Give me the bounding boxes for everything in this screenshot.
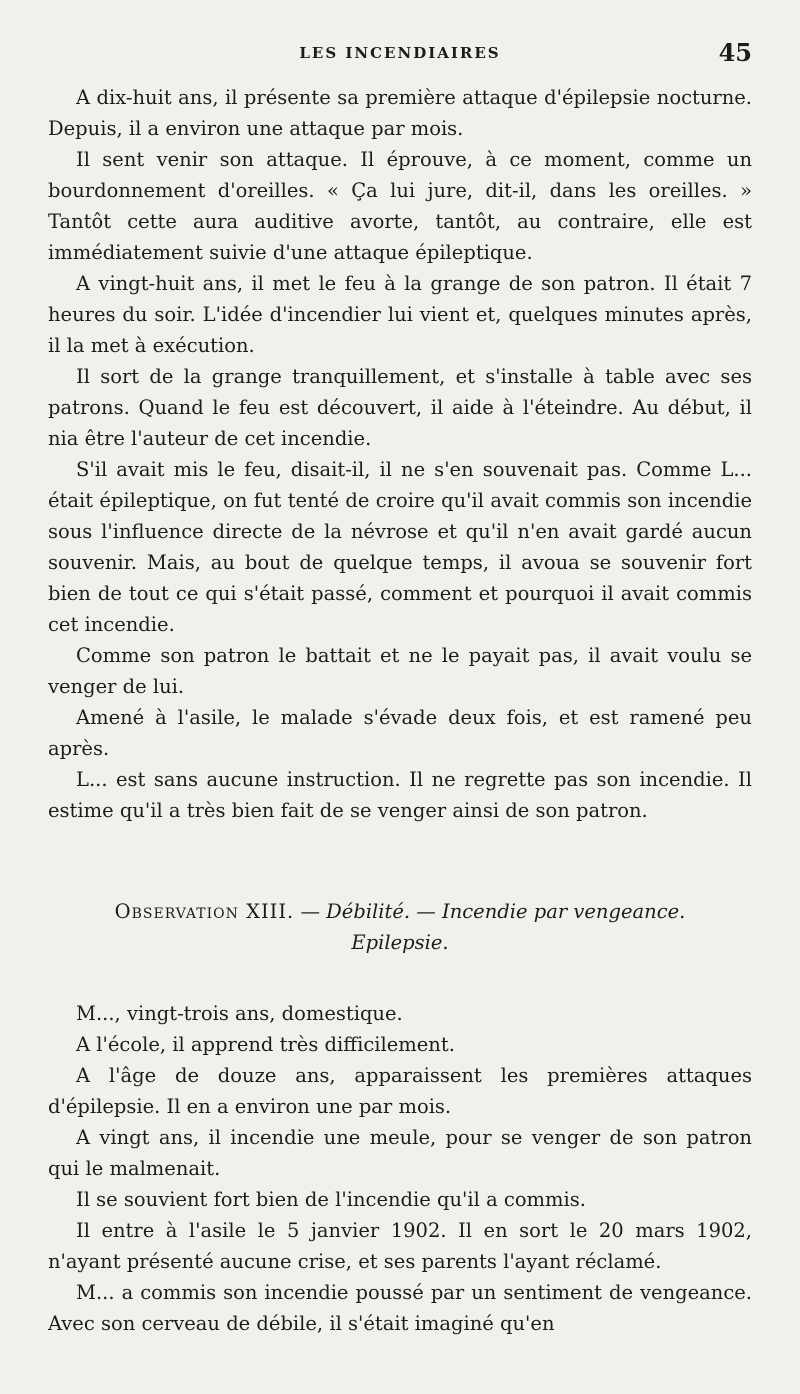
observation-subtitle: Epilepsie. (351, 931, 449, 954)
paragraph: Il se souvient fort bien de l'incendie qu'il a commis. (76, 1188, 586, 1211)
paragraph: A l'âge de douze ans, apparaissent les premières attaques d'épilepsie. Il en a environ une par mois. (48, 1064, 752, 1118)
observation-heading (48, 896, 752, 958)
paragraph: Il sent venir son attaque. Il éprouve, à ce moment, comme un bourdonnement d'oreilles. « Ça lui jure, dit-il, dans les oreilles. » Tantôt cette aura auditive avorte, tantôt, au contraire, elle est immédiatement suivie d'une attaque épileptique. (48, 148, 752, 264)
paragraph: M... a commis son incendie poussé par un sentiment de vengeance. Avec son cerveau de débile, il s'était imaginé qu'en (48, 1281, 752, 1335)
paragraph: L... est sans aucune instruction. Il ne regrette pas son incendie. Il estime qu'il a très bien fait de se venger ainsi de son patron. (48, 768, 752, 822)
paragraph: Comme son patron le battait et ne le payait pas, il avait voulu se venger de lui. (48, 644, 752, 698)
running-header (48, 38, 752, 78)
paragraph: A l'école, il apprend très difficilement. (76, 1033, 455, 1056)
paragraph: Il sort de la grange tranquillement, et s'installe à table avec ses patrons. Quand le feu est découvert, il aide à l'éteindre. Au début, il nia être l'auteur de cet incendie. (48, 365, 752, 450)
page-number: 45 (718, 38, 752, 67)
body-text (48, 82, 752, 1339)
paragraph: M..., vingt-trois ans, domestique. (76, 1002, 403, 1025)
observation-title: — Débilité. — Incendie par vengeance. (294, 900, 686, 923)
paragraph: Il entre à l'asile le 5 janvier 1902. Il en sort le 20 mars 1902, n'ayant présenté aucune crise, et ses parents l'ayant réclamé. (48, 1219, 752, 1273)
paragraph: A vingt ans, il incendie une meule, pour se venger de son patron qui le malmenait. (48, 1126, 752, 1180)
running-title: LES INCENDIAIRES (299, 44, 501, 62)
paragraph: S'il avait mis le feu, disait-il, il ne s'en souvenait pas. Comme L... était épileptique, on fut tenté de croire qu'il avait commis son incendie sous l'influence directe de la névrose et qu'il n'en avait gardé aucun souvenir. Mais, au bout de quelque temps, il avoua se souvenir fort bien de tout ce qui s'était passé, comment et pourquoi il avait commis cet incendie. (48, 458, 752, 636)
paragraph: Amené à l'asile, le malade s'évade deux fois, et est ramené peu après. (48, 706, 752, 760)
observation-label: Observation XIII. (114, 900, 295, 923)
paragraph: A dix-huit ans, il présente sa première attaque d'épilepsie nocturne. Depuis, il a environ une attaque par mois. (48, 86, 752, 140)
paragraph: A vingt-huit ans, il met le feu à la grange de son patron. Il était 7 heures du soir. L'idée d'incendier lui vient et, quelques minutes après, il la met à exécution. (48, 272, 752, 357)
